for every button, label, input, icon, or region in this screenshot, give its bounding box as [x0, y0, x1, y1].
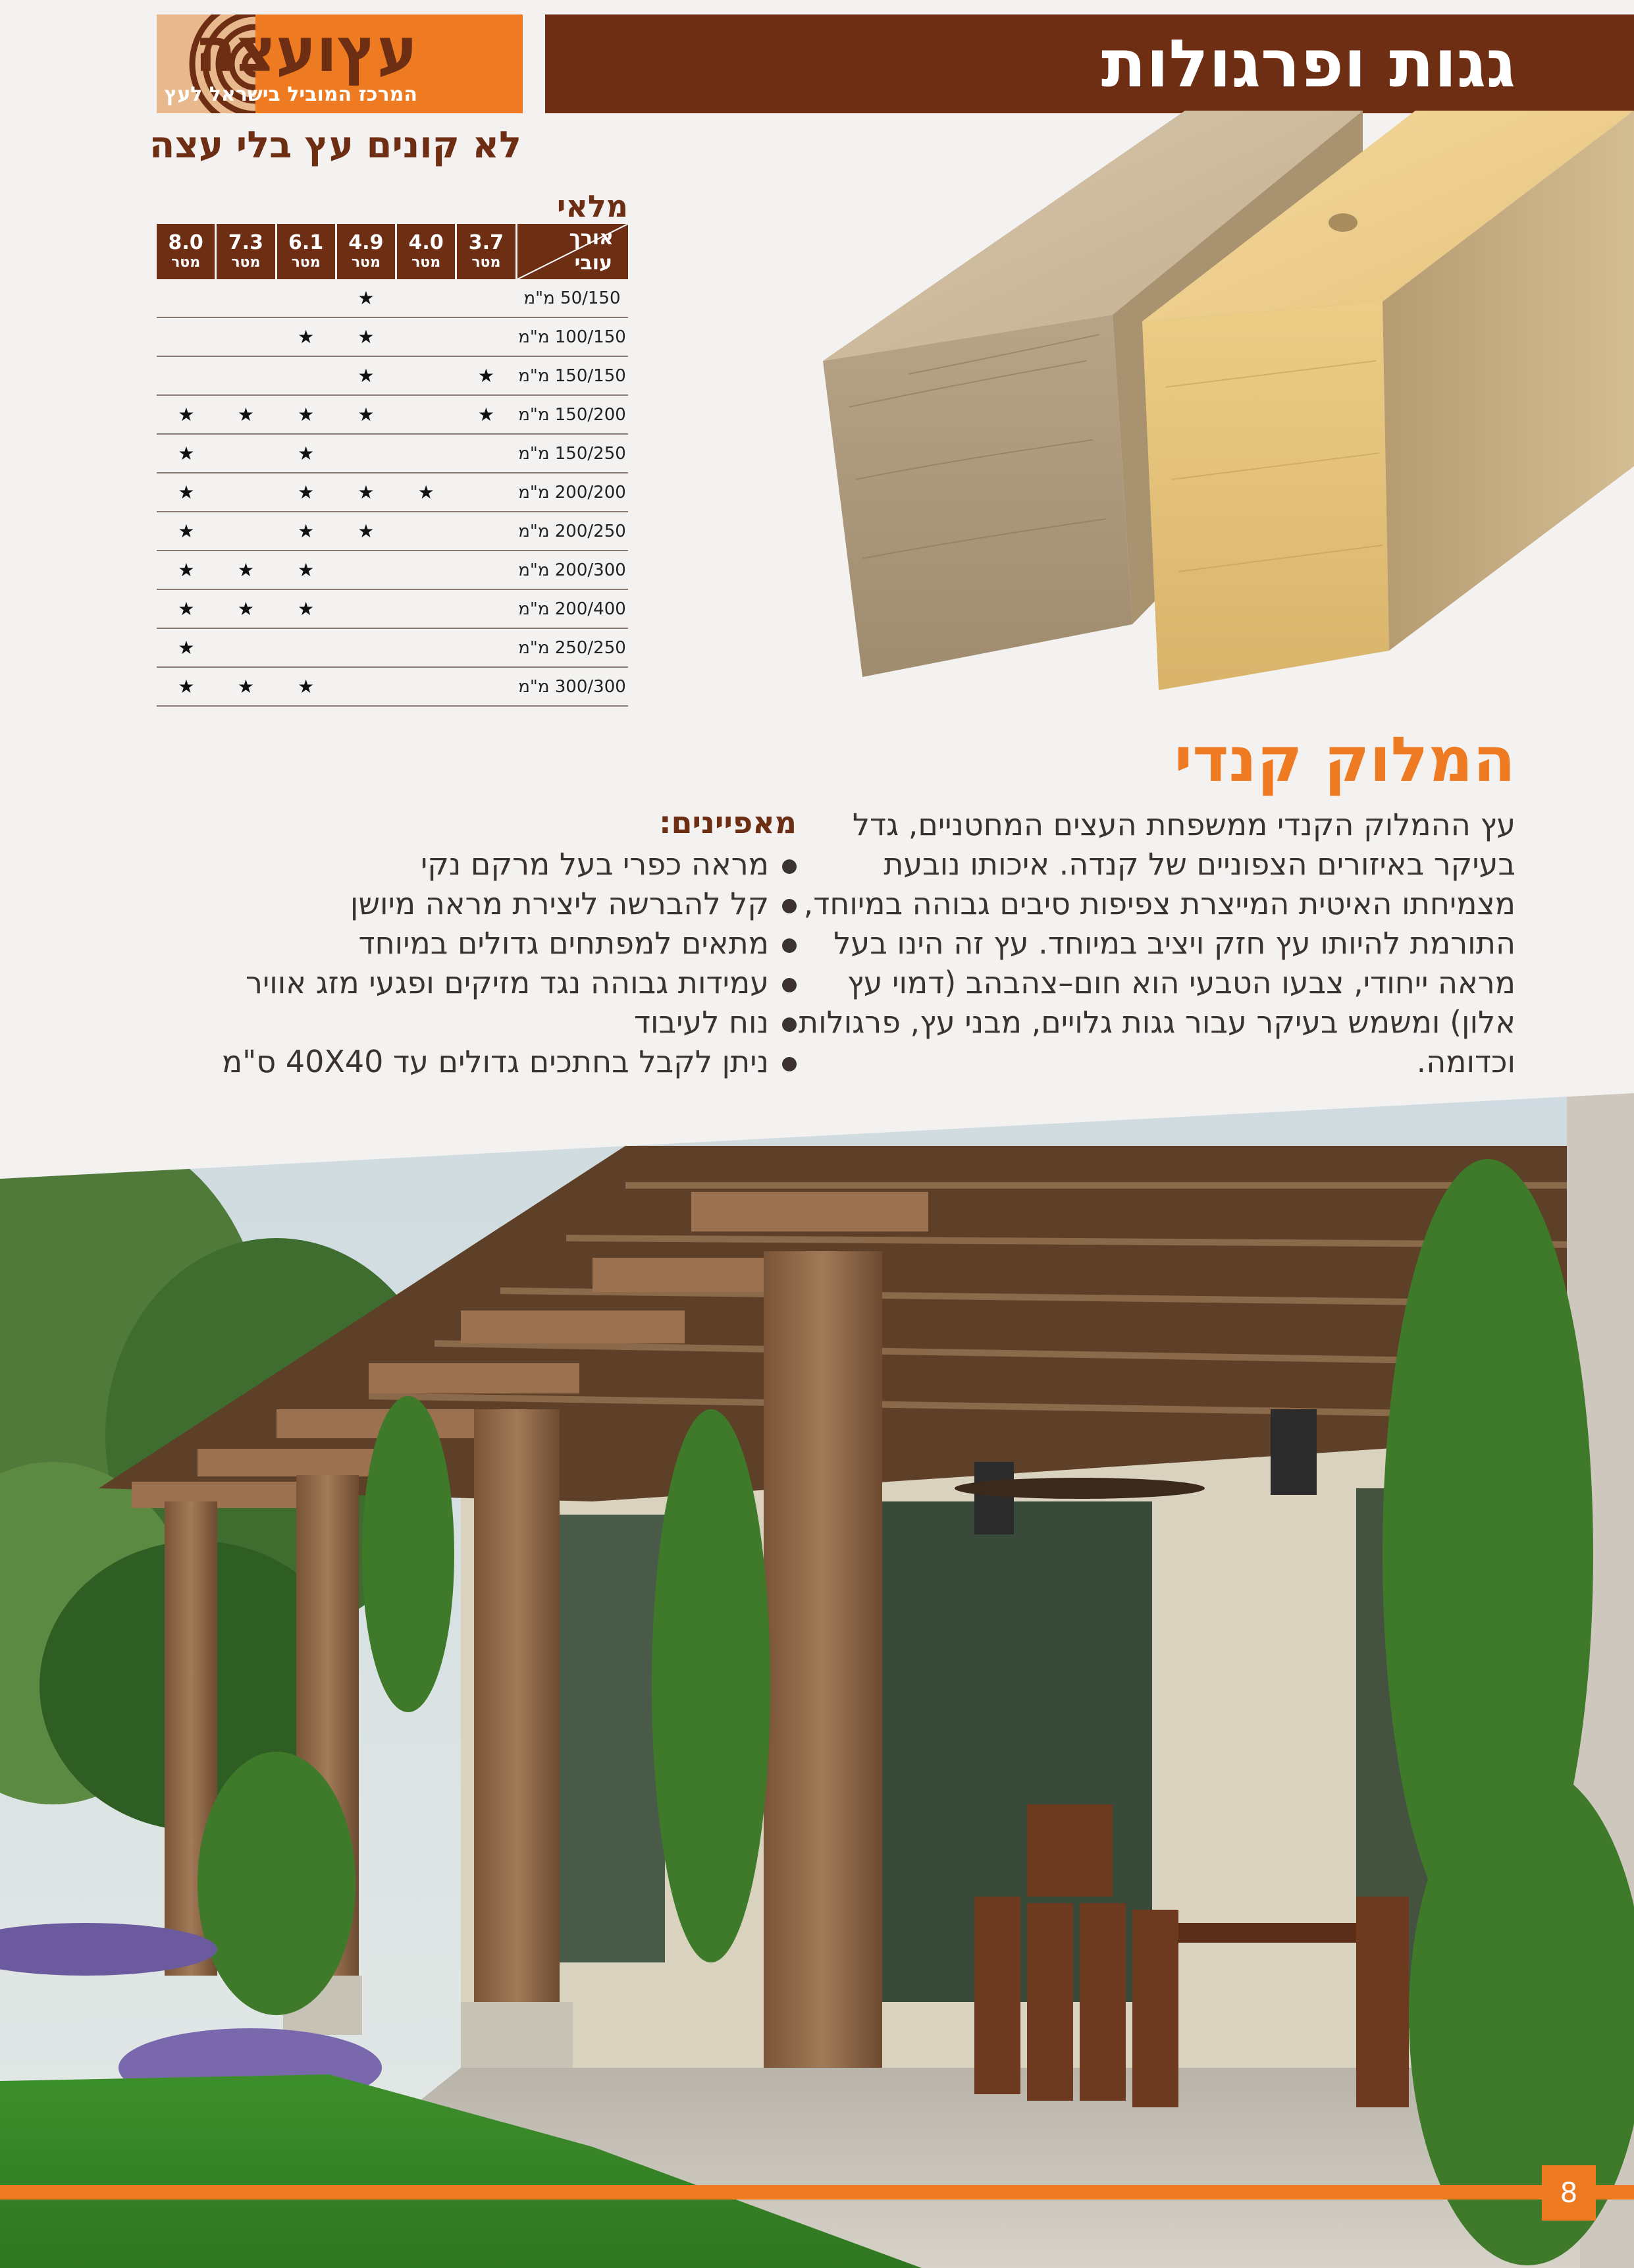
length-header: 4.9 מטר — [336, 224, 396, 279]
bullet-icon — [782, 978, 797, 992]
tagline: לא קונים עץ בלי עצה — [149, 124, 521, 167]
availability-cell — [456, 356, 516, 395]
star-icon: ★ — [178, 481, 195, 503]
availability-cell — [276, 628, 336, 667]
availability-cell — [396, 512, 456, 551]
table-row — [157, 356, 628, 395]
star-icon: ★ — [178, 598, 195, 620]
availability-cell — [396, 356, 456, 395]
star-icon: ★ — [178, 637, 195, 659]
logo-wordmark: עץועצה — [194, 15, 417, 86]
star-icon: ★ — [178, 443, 195, 464]
availability-cell — [456, 667, 516, 706]
size-cell: 200/400 מ"מ — [516, 589, 628, 628]
availability-cell — [216, 589, 276, 628]
availability-cell — [276, 551, 336, 589]
availability-cell — [276, 434, 336, 473]
table-row — [157, 279, 628, 317]
list-item: מראה כפרי בעל מרקם נקי — [222, 844, 797, 884]
page-title: גגות ופרגולות — [1101, 25, 1515, 102]
length-header: 7.3 מטר — [216, 224, 276, 279]
length-header: 3.7 מטר — [456, 224, 516, 279]
table-row — [157, 395, 628, 434]
availability-cell — [456, 395, 516, 434]
table-row — [157, 434, 628, 473]
list-item: נוח לעיבוד — [222, 1002, 797, 1042]
footer-rule — [0, 2185, 1634, 2200]
star-icon: ★ — [237, 559, 254, 581]
availability-cell — [157, 434, 216, 473]
availability-cell — [276, 395, 336, 434]
availability-cell — [336, 395, 396, 434]
star-icon: ★ — [237, 404, 254, 425]
size-cell: 300/300 מ"מ — [516, 667, 628, 706]
availability-cell — [396, 434, 456, 473]
star-icon: ★ — [298, 481, 315, 503]
table-row — [157, 473, 628, 512]
list-item: קל להברשה ליצירת מראה מיושן — [222, 884, 797, 923]
star-icon: ★ — [357, 287, 375, 309]
availability-cell — [396, 317, 456, 356]
availability-cell — [336, 434, 396, 473]
star-icon: ★ — [298, 404, 315, 425]
features-title: מאפיינים: — [659, 805, 797, 840]
availability-cell — [336, 356, 396, 395]
availability-cell — [276, 317, 336, 356]
availability-cell — [396, 551, 456, 589]
availability-cell — [276, 512, 336, 551]
star-icon: ★ — [477, 404, 494, 425]
availability-cell — [216, 317, 276, 356]
availability-cell — [276, 356, 336, 395]
length-header: 6.1 מטר — [276, 224, 336, 279]
star-icon: ★ — [357, 404, 375, 425]
size-cell: 250/250 מ"מ — [516, 628, 628, 667]
availability-cell — [396, 473, 456, 512]
availability-cell — [456, 434, 516, 473]
availability-cell — [276, 473, 336, 512]
size-cell: 100/150 מ"מ — [516, 317, 628, 356]
logo-subtitle: המרכז המוביל בישראל לעץ — [164, 83, 417, 106]
star-icon: ★ — [298, 676, 315, 697]
availability-cell — [396, 279, 456, 317]
availability-cell — [157, 551, 216, 589]
availability-cell — [216, 512, 276, 551]
availability-cell — [157, 473, 216, 512]
availability-cell — [216, 279, 276, 317]
availability-cell — [456, 589, 516, 628]
star-icon: ★ — [178, 520, 195, 542]
star-icon: ★ — [357, 365, 375, 387]
availability-cell — [157, 317, 216, 356]
stock-table — [157, 224, 628, 707]
wood-beams-photo — [810, 111, 1634, 703]
table-row — [157, 512, 628, 551]
availability-cell — [396, 589, 456, 628]
availability-cell — [456, 551, 516, 589]
star-icon: ★ — [237, 676, 254, 697]
features-list — [222, 844, 797, 1081]
list-item: עמידות גבוהה נגד מזיקים ופגעי מזג אוויר — [222, 963, 797, 1002]
availability-cell — [216, 551, 276, 589]
star-icon: ★ — [178, 559, 195, 581]
availability-cell — [216, 395, 276, 434]
stock-table-title: מלאי — [556, 188, 628, 224]
product-description: עץ ההמלוק הקנדי ממשפחת העצים המחטניים, גדל בעיקר באיזורים הצפוניים של קנדה. איכותו נובעת מצמיחתו האיטית המייצרת צפיפות סיבים גבוהה במיוחד, התורמת להיותו עץ חזק ויציב במיוחד. עץ זה הינו בעל מראה ייחודי, צבעו הטבעי הוא חום–צהבהב (דמוי עץ אלון) ומשמש בעיקר עבור גגות גלויים, מבני עץ, פרגולות וכדומה. — [798, 807, 1515, 1079]
availability-cell — [336, 667, 396, 706]
availability-cell — [276, 667, 336, 706]
star-icon: ★ — [178, 404, 195, 425]
availability-cell — [157, 395, 216, 434]
availability-cell — [216, 434, 276, 473]
pergola-photo — [0, 1093, 1634, 2268]
star-icon: ★ — [357, 520, 375, 542]
table-row — [157, 589, 628, 628]
table-row — [157, 317, 628, 356]
star-icon: ★ — [357, 326, 375, 348]
size-cell: 150/150 מ"מ — [516, 356, 628, 395]
availability-cell — [396, 628, 456, 667]
availability-cell — [276, 589, 336, 628]
star-icon: ★ — [298, 326, 315, 348]
length-header: 4.0 מטר — [396, 224, 456, 279]
availability-cell — [157, 667, 216, 706]
availability-cell — [456, 473, 516, 512]
size-cell: 200/200 מ"מ — [516, 473, 628, 512]
size-cell: 200/250 מ"מ — [516, 512, 628, 551]
bullet-icon — [782, 938, 797, 953]
availability-cell — [216, 628, 276, 667]
size-cell: 200/300 מ"מ — [516, 551, 628, 589]
bullet-icon — [782, 859, 797, 874]
availability-cell — [336, 551, 396, 589]
availability-cell — [456, 279, 516, 317]
star-icon: ★ — [298, 559, 315, 581]
list-item: ניתן לקבל בחתכים גדולים עד 40X40 ס"מ — [222, 1042, 797, 1081]
star-icon: ★ — [178, 676, 195, 697]
bullet-icon — [782, 1017, 797, 1032]
availability-cell — [336, 628, 396, 667]
availability-cell — [157, 628, 216, 667]
star-icon: ★ — [237, 598, 254, 620]
table-corner-header: אורך עובי — [516, 224, 628, 279]
availability-cell — [157, 356, 216, 395]
availability-cell — [396, 395, 456, 434]
availability-cell — [157, 279, 216, 317]
product-title: המלוק קנדי — [1174, 724, 1515, 796]
star-icon: ★ — [298, 598, 315, 620]
page-number: 8 — [1542, 2165, 1596, 2221]
availability-cell — [456, 317, 516, 356]
availability-cell — [336, 512, 396, 551]
availability-cell — [276, 279, 336, 317]
size-cell: 150/250 מ"מ — [516, 434, 628, 473]
size-cell: 150/200 מ"מ — [516, 395, 628, 434]
stock-table-header — [157, 224, 628, 279]
availability-cell — [336, 589, 396, 628]
availability-cell — [157, 512, 216, 551]
availability-cell — [216, 667, 276, 706]
star-icon: ★ — [298, 443, 315, 464]
table-row — [157, 551, 628, 589]
availability-cell — [216, 473, 276, 512]
table-row — [157, 667, 628, 706]
availability-cell — [396, 667, 456, 706]
availability-cell — [336, 473, 396, 512]
availability-cell — [157, 589, 216, 628]
brand-logo — [157, 14, 523, 113]
star-icon: ★ — [417, 481, 435, 503]
availability-cell — [336, 317, 396, 356]
star-icon: ★ — [298, 520, 315, 542]
availability-cell — [336, 279, 396, 317]
star-icon: ★ — [477, 365, 494, 387]
table-row — [157, 628, 628, 667]
availability-cell — [456, 512, 516, 551]
list-item: מתאים למפתחים גדולים במיוחד — [222, 923, 797, 963]
bullet-icon — [782, 1057, 797, 1071]
size-cell: 50/150 מ"מ — [516, 279, 628, 317]
availability-cell — [216, 356, 276, 395]
bullet-icon — [782, 899, 797, 913]
length-header: 8.0 מטר — [157, 224, 216, 279]
star-icon: ★ — [357, 481, 375, 503]
availability-cell — [456, 628, 516, 667]
